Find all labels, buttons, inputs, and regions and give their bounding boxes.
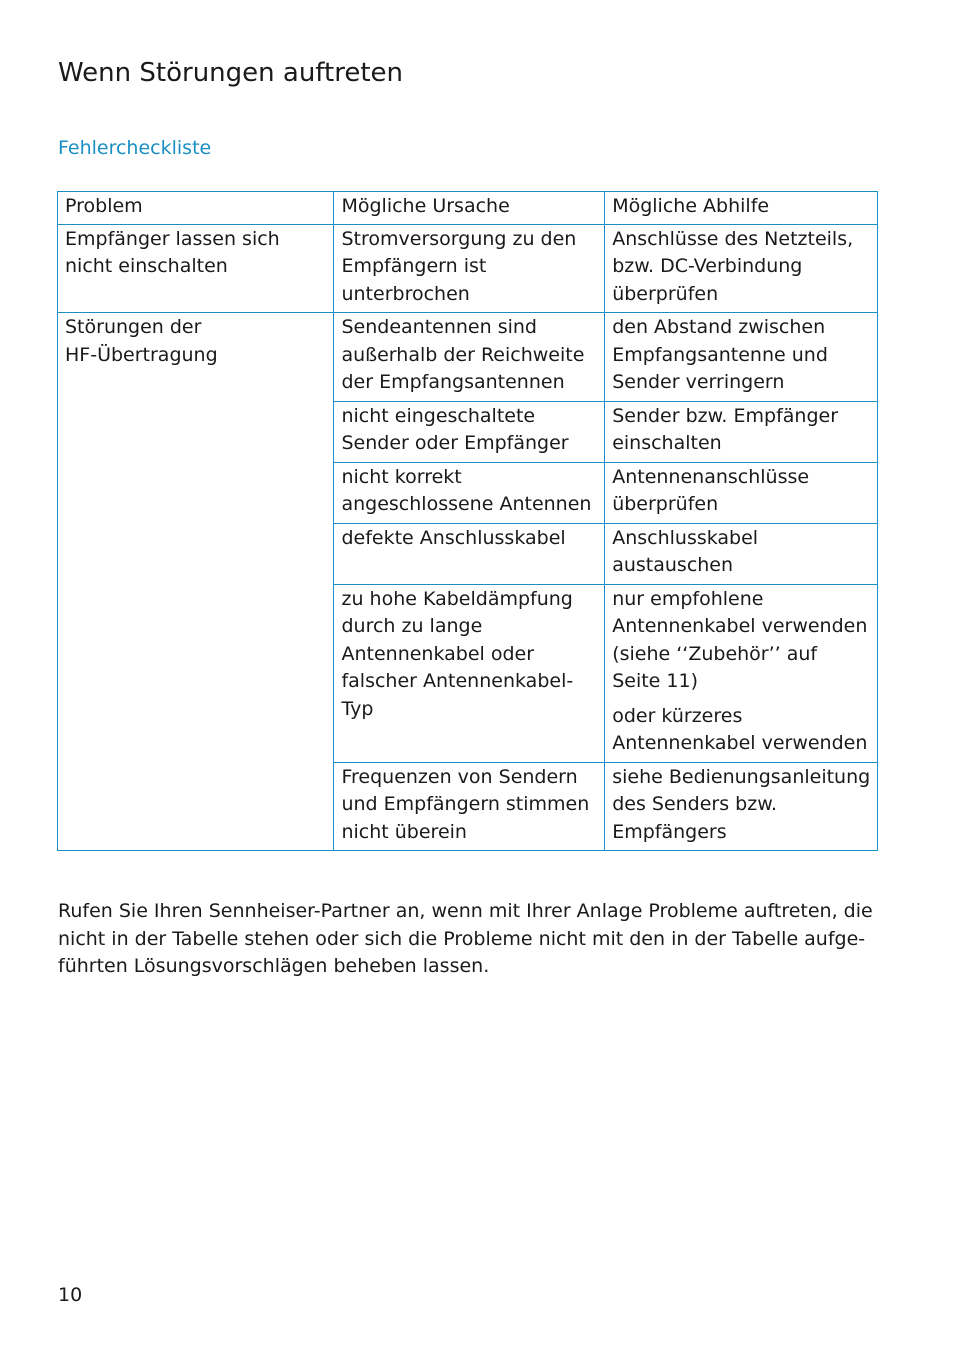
remedy-cell: den Abstand zwischen Empfangsantenne und Sender verringern <box>605 313 878 402</box>
remedy-line: nur empfohlene Antennenkabel verwenden (siehe ‘‘Zubehör’’ auf Seite 11) <box>612 587 868 692</box>
cause-cell: zu hohe Kabeldämpfung durch zu lange Antennenkabel oder falscher Antennenkabel-Typ <box>334 584 605 762</box>
page-title: Wenn Störungen auftreten <box>58 58 403 88</box>
table-row <box>58 313 878 402</box>
page-number: 10 <box>58 1284 83 1306</box>
problem-line: HF-Übertragung <box>65 343 218 366</box>
cause-cell: Frequenzen von Sendern und Empfängern stimmen nicht überein <box>334 762 605 851</box>
cause-cell: nicht korrekt angeschlossene Antennen <box>334 462 605 523</box>
footer-note: Rufen Sie Ihren Sennheiser-Partner an, wenn mit Ihrer Anlage Probleme auftreten, die nicht in der Tabelle stehen oder sich die Probleme nicht mit den in der Tabelle aufgeführten Lösungsvorschlägen beheben lassen. <box>58 900 873 977</box>
header-cause: Mögliche Ursache <box>334 192 605 225</box>
header-problem: Problem <box>58 192 334 225</box>
section-title: Fehlercheckliste <box>58 137 212 159</box>
cause-cell: Sendeantennen sind außerhalb der Reichweite der Empfangsantennen <box>334 313 605 402</box>
header-remedy: Mögliche Abhilfe <box>605 192 878 225</box>
problem-cell <box>58 313 334 851</box>
remedy-cell <box>605 584 878 762</box>
cause-cell: nicht eingeschaltete Sender oder Empfänger <box>334 401 605 462</box>
cause-cell: Stromversorgung zu den Empfängern ist unterbrochen <box>334 224 605 313</box>
cause-cell: defekte Anschlusskabel <box>334 523 605 584</box>
remedy-cell: Antennenanschlüsse überprüfen <box>605 462 878 523</box>
remedy-cell: Sender bzw. Empfänger einschalten <box>605 401 878 462</box>
remedy-cell: Anschlüsse des Netzteils, bzw. DC-Verbindung überprüfen <box>605 224 878 313</box>
remedy-cell: siehe Bedienungsanleitung des Senders bzw. Empfängers <box>605 762 878 851</box>
problem-line: Störungen der <box>65 316 202 338</box>
remedy-cell: Anschlusskabel austauschen <box>605 523 878 584</box>
error-checklist-table <box>57 191 878 851</box>
problem-cell: Empfänger lassen sich nicht einschalten <box>58 224 334 313</box>
table-header-row <box>58 192 878 225</box>
table-row <box>58 224 878 313</box>
remedy-line: oder kürzeres Antennenkabel verwenden <box>612 704 868 754</box>
